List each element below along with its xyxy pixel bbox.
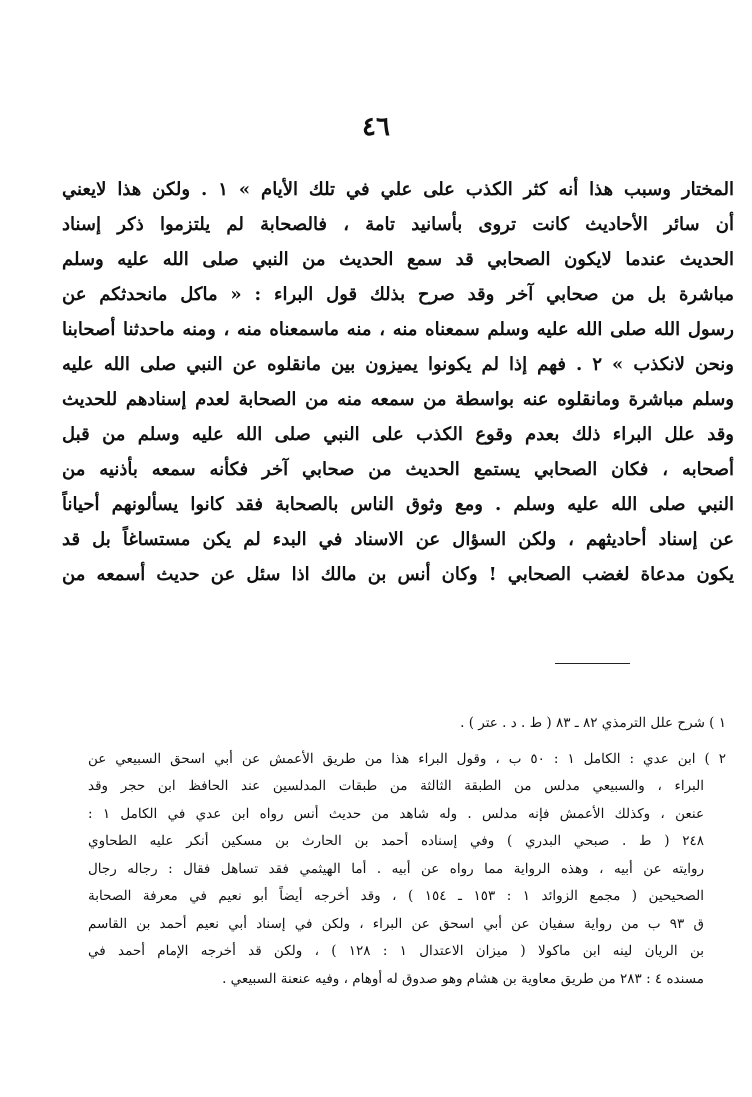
main-text xyxy=(62,172,734,592)
footnote-line: بن الريان لينه ابن ماكولا ( ميزان الاعتدال ١ : ١٢٨ ) ، ولكن قد أخرجه الإمام أحمد في xyxy=(88,943,704,959)
text-line: عن إسناد أحاديثهم ، ولكن السؤال عن الاسناد في البدء لم يكن مستساغاً بل قد xyxy=(62,529,734,550)
footnote-line: البراء ، والسبيعي مدلس من الطبقة الثالثة من طبقات المدلسين عند الحافظ ابن حجر وقد xyxy=(88,778,704,794)
footnote-line: ق ٩٣ ب من رواية سفيان عن أبي اسحق عن البراء ، ولكن في إسناد أبي نعيم أحمد بن القاسم xyxy=(88,915,704,932)
footnote-line: ٢٤٨ ( ط . صبحي البدري ) وفي إسناده أحمد بن الحارث بن مسكين أنكر عليه الطحاوي xyxy=(88,833,704,849)
text-line: رسول الله صلى الله عليه وسلم سمعناه منه ، منه ماسمعناه منه ، ومنه ماحدثنا أصحابنا xyxy=(62,319,734,340)
footnote-2 xyxy=(88,746,726,994)
page-number: ٤٦ xyxy=(362,112,390,142)
footnote-line: عنعن ، وكذلك الأعمش فإنه مدلس . وله شاهد من حديث أنس رواه ابن عدي في الكامل ١ : xyxy=(88,805,704,822)
footnote-line: الصحيحين ( مجمع الزوائد ١ : ١٥٣ ـ ١٥٤ ) ، وقد أخرجه أيضاً أبو نعيم في معرفة الصحابة xyxy=(88,888,704,904)
footnote-line: روايته عن أبيه ، وهذه الرواية مما رواه عن أبيه . أما الهيثمي فقد تساهل فقال : رجاله رجال xyxy=(88,860,704,877)
text-line: يكون مدعاة لغضب الصحابي ! وكان أنس بن مالك اذا سئل عن حديث أسمعه من xyxy=(62,564,734,585)
footnote-line: ١ ) شرح علل الترمذي ٨٢ ـ ٨٣ ( ط . د . عتر ) . xyxy=(460,715,726,731)
footnotes-section xyxy=(88,710,726,993)
text-line: أصحابه ، فكان الصحابي يستمع الحديث من صحابي آخر فكأنه سمعه بأذنيه من xyxy=(62,459,734,480)
footnote-separator xyxy=(555,663,630,664)
footnote-1 xyxy=(88,710,726,738)
footnote-line: ٢ ) ابن عدي : الكامل ١ : ٥٠ ب ، وقول البراء هذا من طريق الأعمش عن أبي اسحق السبيعي عن xyxy=(88,750,726,767)
text-line: النبي صلى الله عليه وسلم . ومع وثوق الناس بالصحابة فقد كانوا يسألونهم أحياناً xyxy=(62,494,734,515)
text-line: وسلم مباشرة ومانقلوه عنه بواسطة من سمعه منه من الصحابة لعدم إسنادهم للحديث xyxy=(62,389,734,410)
footnote-line: مسنده ٤ : ٢٨٣ من طريق معاوية بن هشام وهو صدوق له أوهام ، وفيه عنعنة السبيعي . xyxy=(222,970,704,987)
text-line: ونحن لانكذب » ٢ . فهم إذا لم يكونوا يميزون بين مانقلوه عن النبي صلى الله عليه xyxy=(62,354,734,375)
text-line: الحديث عندما لايكون الصحابي قد سمع الحديث من النبي صلى الله عليه وسلم xyxy=(62,249,734,270)
text-line: مباشرة بل من صحابي آخر وقد صرح بذلك قول البراء : « ماكل مانحدثكم عن xyxy=(62,284,734,305)
footnote-gap xyxy=(88,738,726,746)
text-line: وقد علل البراء ذلك بعدم وقوع الكذب على النبي صلى الله عليه وسلم من قبل xyxy=(62,424,734,445)
text-line: المختار وسبب هذا أنه كثر الكذب على علي في تلك الأيام » ١ . ولكن هذا لايعني xyxy=(62,179,734,200)
text-line: أن سائر الأحاديث كانت تروى بأسانيد تامة ، فالصحابة لم يلتزموا ذكر إسناد xyxy=(62,214,734,235)
